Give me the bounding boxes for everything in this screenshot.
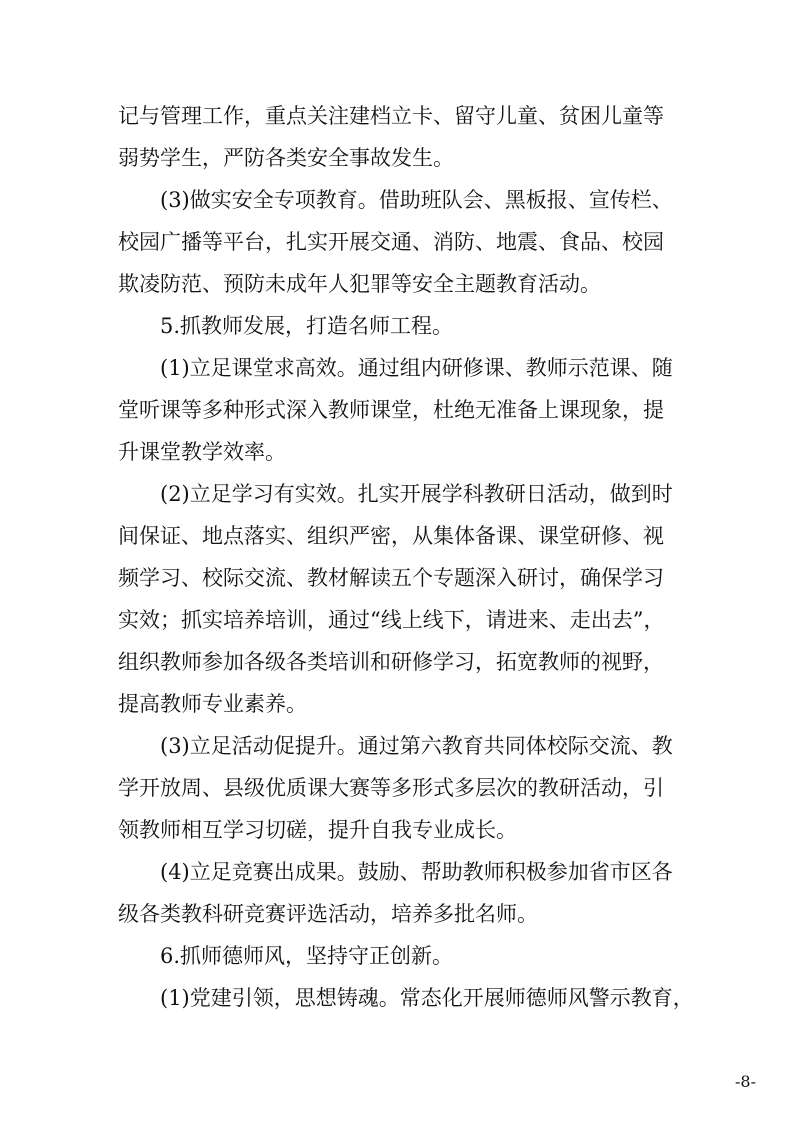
section-heading: 6.抓师德师风，坚持守正创新。 [160, 944, 454, 968]
text-line: 领教师相互学习切磋，提升自我专业成长。 [118, 818, 517, 842]
text-line: 升课堂教学效率。 [118, 440, 286, 464]
text-line: (3)立足活动促提升。通过第六教育共同体校际交流、教 [160, 734, 673, 758]
section-heading: 5.抓教师发展，打造名师工程。 [160, 314, 454, 338]
text-line: 学开放周、县级优质课大赛等多形式多层次的教研活动，引 [118, 776, 664, 800]
text-line: 频学习、校际交流、教材解读五个专题深入研讨，确保学习 [118, 566, 664, 590]
text-line: 校园广播等平台，扎实开展交通、消防、地震、食品、校园 [118, 230, 664, 254]
page-number: -8- [735, 1072, 756, 1091]
text-line: 记与管理工作，重点关注建档立卡、留守儿童、贫困儿童等 [118, 104, 664, 128]
text-line: 提高教师专业素养。 [118, 692, 307, 716]
text-line: 间保证、地点落实、组织严密，从集体备课、课堂研修、视 [118, 524, 664, 548]
text-line: 欺凌防范、预防未成年人犯罪等安全主题教育活动。 [118, 272, 601, 296]
text-line: 实效；抓实培养培训，通过“线上线下，请进来、走出去”， [118, 608, 665, 632]
text-line: (1)立足课堂求高效。通过组内研修课、教师示范课、随 [160, 356, 673, 380]
text-line: 组织教师参加各级各类培训和研修学习，拓宽教师的视野， [118, 650, 664, 674]
text-line: 级各类教科研竞赛评选活动，培养多批名师。 [118, 902, 538, 926]
text-line: (4)立足竞赛出成果。鼓励、帮助教师积极参加省市区各 [160, 860, 673, 884]
text-line: (3)做实安全专项教育。借助班队会、黑板报、宣传栏、 [160, 188, 673, 212]
text-line: (2)立足学习有实效。扎实开展学科教研日活动，做到时 [160, 482, 673, 506]
text-line: 堂听课等多种形式深入教师课堂，杜绝无准备上课现象，提 [118, 398, 664, 422]
text-line: 弱势学生，严防各类安全事故发生。 [118, 146, 454, 170]
text-line: (1)党建引领，思想铸魂。常态化开展师德师风警示教育， [160, 986, 694, 1010]
